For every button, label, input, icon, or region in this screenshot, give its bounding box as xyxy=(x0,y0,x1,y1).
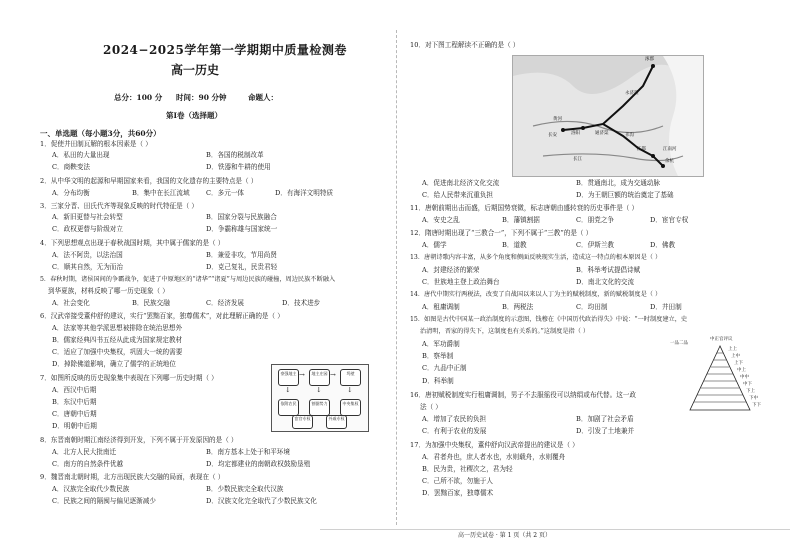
meta-time: 时间：90 分钟 xyxy=(176,93,227,102)
footer-rule xyxy=(320,529,790,530)
option-a[interactable]: A．私田的大量出现 xyxy=(52,151,110,159)
arrow-down-icon: ↓ xyxy=(285,386,291,394)
option-d[interactable]: D．克己复礼，民贵君轻 xyxy=(206,263,278,271)
option-c[interactable]: C．世族地主登上政治舞台 xyxy=(422,278,500,286)
option-b[interactable]: B．藩镇割据 xyxy=(502,216,540,224)
option-a[interactable]: A．安史之乱 xyxy=(422,216,460,224)
map-label: 涿郡 xyxy=(645,57,654,62)
option-a[interactable]: A．君者舟也，庶人者水也，水则载舟，水则覆舟 xyxy=(422,453,566,461)
rank-label: 中中 xyxy=(740,375,749,380)
flow-box: 宦官专权 xyxy=(292,415,313,429)
map-label: 黄河 xyxy=(553,117,562,122)
option-b[interactable]: B．集中在长江流域 xyxy=(132,189,190,197)
nine-rank-pyramid xyxy=(670,337,790,412)
option-b[interactable]: B．贯通南北，成为交通动脉 xyxy=(576,179,660,187)
meta-author: 命题人： xyxy=(248,93,278,102)
option-a[interactable]: A．新旧更替与社会转型 xyxy=(52,213,123,221)
flow-box: 地主庄园 xyxy=(309,369,330,386)
map-label: 邗沟 xyxy=(625,133,634,138)
arrow-down-icon: ↓ xyxy=(316,386,322,394)
option-d[interactable]: D．井田制 xyxy=(650,303,682,311)
question-stem: 2．从中华文明的起源和早期国家来看，我国的文化遗存的主要特点是（ ） xyxy=(40,177,258,185)
flow-box: 割据势力 xyxy=(309,399,330,416)
option-b[interactable]: B．南方基本上处于和平环境 xyxy=(206,448,290,456)
option-d[interactable]: D．铁器和牛耕的使用 xyxy=(206,163,271,171)
question-stem: 5．春秋时期，诸侯国间的争霸战争，促进了中原地区的“诸华”“诸夏”与周边民族的碰撞，周边民族不断融入 xyxy=(40,276,336,283)
question-stem-cont: 到华夏族，材料反映了哪一历史现象（ ） xyxy=(48,287,169,295)
option-c[interactable]: C．己所不欲，勿施于人 xyxy=(422,477,493,485)
page-footer: 高一历史试卷 · 第 1 页（共 2 页） xyxy=(458,532,551,539)
option-b[interactable]: B．国家分裂与民族融合 xyxy=(206,213,277,221)
flow-box: 豪强地主 xyxy=(278,369,299,386)
map-label: 通济渠 xyxy=(595,131,609,136)
option-b[interactable]: B．道教 xyxy=(502,241,527,249)
option-d[interactable]: D．佛教 xyxy=(650,241,676,249)
question-stem: 7．如图所反映的历史现象集中表现在下列哪一历史时期（ ） xyxy=(40,374,218,382)
option-d[interactable]: D．技术进步 xyxy=(282,299,321,307)
option-b[interactable]: B．科举考试提倡诗赋 xyxy=(576,266,641,274)
question-stem: 12．隋唐时期出现了“三教合一”，下列不属于“三教”的是（ ） xyxy=(410,229,593,237)
figure-7-flowchart xyxy=(271,364,369,432)
option-c[interactable]: C．政权更替与阶级对立 xyxy=(52,225,123,233)
column-divider xyxy=(396,30,398,525)
option-c[interactable]: C．伊斯兰教 xyxy=(576,241,615,249)
option-b[interactable]: B．兼爱非攻，节用尚贤 xyxy=(206,251,277,259)
rank-label: 上上 xyxy=(728,347,737,352)
arrow-right-icon: → xyxy=(330,371,336,379)
map-label: 长江 xyxy=(573,157,582,162)
meta-score: 总分：100 分 xyxy=(114,93,163,102)
exam-title: 2024−2025学年第一学期期中质量检测卷 xyxy=(103,43,347,57)
map-label: 永济渠 xyxy=(625,91,639,96)
question-stem: 17．为加强中央集权，董仲舒向汉武帝提出的建议是（ ） xyxy=(410,441,579,449)
question-stem: 4．下列思想观点出现于春秋战国时期，其中属于儒家的是（ ） xyxy=(40,239,225,247)
arrow-down-icon: ↓ xyxy=(347,386,353,394)
rank-label: 下上 xyxy=(746,389,755,394)
pyramid-top-label: 中正官评议 xyxy=(710,337,733,342)
option-c[interactable]: C．九品中正制 xyxy=(422,364,467,372)
option-c[interactable]: C．经济发展 xyxy=(206,299,245,307)
option-c[interactable]: C．顺其自然，无为而治 xyxy=(52,263,123,271)
flow-box: 坞壁 xyxy=(340,369,361,386)
question-stem: 9．魏晋南北朝时期，北方出现民族大交融的局面，表现在（ ） xyxy=(40,473,225,481)
option-b[interactable]: B．两税法 xyxy=(502,303,534,311)
question-stem: 8．东晋南朝时期江南经济得到开发，下列不属于开发原因的是（ ） xyxy=(40,436,238,444)
option-a[interactable]: A．促进南北经济文化交流 xyxy=(422,179,500,187)
question-stem-cont: 法（ ） xyxy=(420,403,442,411)
flow-box: 外戚专权 xyxy=(326,415,347,429)
option-c[interactable]: C．南方的自然条件优越 xyxy=(52,460,123,468)
option-a[interactable]: A．西汉中后期 xyxy=(52,386,97,394)
rank-label: 中下 xyxy=(743,382,752,387)
map-label: 江南河 xyxy=(663,147,677,152)
option-d[interactable]: D．引发了土地兼并 xyxy=(576,427,635,435)
option-d[interactable]: D．争霸称雄与国家统一 xyxy=(206,225,278,233)
option-a[interactable]: A．儒学 xyxy=(422,241,447,249)
option-a[interactable]: A．增加了农民的负担 xyxy=(422,415,487,423)
option-c[interactable]: C．均田制 xyxy=(576,303,608,311)
option-b[interactable]: B．儒家经典四书五经从此成为国家规定教材 xyxy=(52,336,183,344)
option-c[interactable]: C．适应了加强中央集权，巩固大一统的需要 xyxy=(52,348,183,356)
option-c[interactable]: C．唐朝中后期 xyxy=(52,410,97,418)
option-b[interactable]: B．东汉中后期 xyxy=(52,398,97,406)
option-b[interactable]: B．民族交融 xyxy=(132,299,170,307)
option-a[interactable]: A．封建经济的繁荣 xyxy=(422,266,480,274)
map-graphic xyxy=(513,56,703,176)
question-stem: 16．唐初赋税制度实行租庸调制，男子不去服徭役可以纳绢或布代替。这一政 xyxy=(410,391,636,399)
option-c[interactable]: C．民族之间的隔阂与偏见逐渐减少 xyxy=(52,497,156,505)
option-a[interactable]: A．租庸调制 xyxy=(422,303,460,311)
option-b[interactable]: B．各国的税制改革 xyxy=(206,151,264,159)
option-b[interactable]: B．少数民族完全取代汉族 xyxy=(206,485,284,493)
option-d[interactable]: D．宦官专权 xyxy=(650,216,689,224)
option-d[interactable]: D．明朝中后期 xyxy=(52,422,97,430)
flow-box: 依附农民 xyxy=(278,399,299,416)
question-stem: 13．唐朝诗歌内容丰富，从多个角度和侧面反映现实生活，造成这一特点的根本原因是（ ） xyxy=(410,254,662,261)
option-b[interactable]: B．察举制 xyxy=(422,352,454,360)
option-d[interactable]: D．有海洋文明特质 xyxy=(275,189,334,197)
rank-label: 上中 xyxy=(731,354,740,359)
question-stem: 15．如图是古代中国某一政治制度的示意图，钱穆在《中国历代政治得失》中说：“一时制度建立，史 xyxy=(410,316,688,323)
flow-box: 中央集权 xyxy=(340,399,361,416)
question-stem: 11．唐朝前期出击而盛，后期国势衰微，标志唐朝由盛转衰的历史事件是（ ） xyxy=(410,204,639,212)
map-label: 长安 xyxy=(548,133,557,138)
section-label: 一、单选题（每小题3分，共60分） xyxy=(40,129,161,138)
option-a[interactable]: A．法家等其他学派思想被排除在统治思想外 xyxy=(52,324,183,332)
option-c[interactable]: C．有利于农业的发展 xyxy=(422,427,487,435)
option-b[interactable]: B．民为贵，社稷次之，君为轻 xyxy=(422,465,513,473)
map-label: 江都 xyxy=(637,147,646,152)
option-c[interactable]: C．商鞅变法 xyxy=(52,163,91,171)
rank-label: 下中 xyxy=(749,396,758,401)
question-stem: 6．汉武帝接受董仲舒的建议，实行“罢黜百家，独尊儒术”，对此理解正确的是（ ） xyxy=(40,312,284,320)
question-stem: 3．三家分晋、田氏代齐等现象反映的时代特征是（ ） xyxy=(40,202,198,210)
option-a[interactable]: A．军功爵制 xyxy=(422,340,460,348)
part-label: 第Ⅰ卷（选择题） xyxy=(166,111,223,120)
option-d[interactable]: D．均定都建业的南朝政权鼓励垦殖 xyxy=(206,460,311,468)
question-stem: 1．促使井田制瓦解的根本因素是（ ） xyxy=(40,140,152,148)
map-label: 余杭 xyxy=(665,159,674,164)
rank-label: 中上 xyxy=(737,368,746,373)
option-d[interactable]: D．汉族文化完全取代了少数民族文化 xyxy=(206,497,317,505)
option-d[interactable]: D．掉除佛道影响，确立了儒学的正统地位 xyxy=(52,360,176,368)
option-d[interactable]: D．科举制 xyxy=(422,377,454,385)
option-c[interactable]: C．多元一体 xyxy=(206,189,245,197)
option-a[interactable]: A．北方人民大批南迁 xyxy=(52,448,117,456)
option-c[interactable]: C．朋党之争 xyxy=(576,216,615,224)
option-b[interactable]: B．加剧了社会矛盾 xyxy=(576,415,634,423)
rank-label: 上下 xyxy=(734,361,743,366)
option-c[interactable]: C．给人民带来沉重负担 xyxy=(422,191,493,199)
option-d[interactable]: D．为王朝巨额的统治奠定了基础 xyxy=(576,191,674,199)
option-a[interactable]: A．法不阿贵，以法治国 xyxy=(52,251,123,259)
exam-subject: 高一历史 xyxy=(171,63,220,77)
question-stem-cont: 治清明，晋家的得失下，这制度也有关系的。”这制度是指（ ） xyxy=(420,328,590,335)
map-label: 洛阳 xyxy=(571,131,580,136)
question-stem: 14．唐代中期实行两税法，改变了自战国以来以人丁为主的赋税制度，新的赋税制度是（ ） xyxy=(410,291,662,298)
grand-canal-map xyxy=(512,55,704,177)
rank-label: 下下 xyxy=(752,403,761,408)
arrow-right-icon: → xyxy=(299,371,305,379)
option-a[interactable]: A．汉族完全取代少数民族 xyxy=(52,485,130,493)
option-d[interactable]: D．罢黜百家，独尊儒术 xyxy=(422,489,494,497)
option-d[interactable]: D．南北文化的交流 xyxy=(576,278,635,286)
option-a[interactable]: A．分布均衡 xyxy=(52,189,90,197)
option-a[interactable]: A．社会变化 xyxy=(52,299,90,307)
pyramid-side-label: 一品二品 xyxy=(670,341,688,346)
question-stem: 10．对下图工程解读不正确的是（ ） xyxy=(410,41,520,49)
